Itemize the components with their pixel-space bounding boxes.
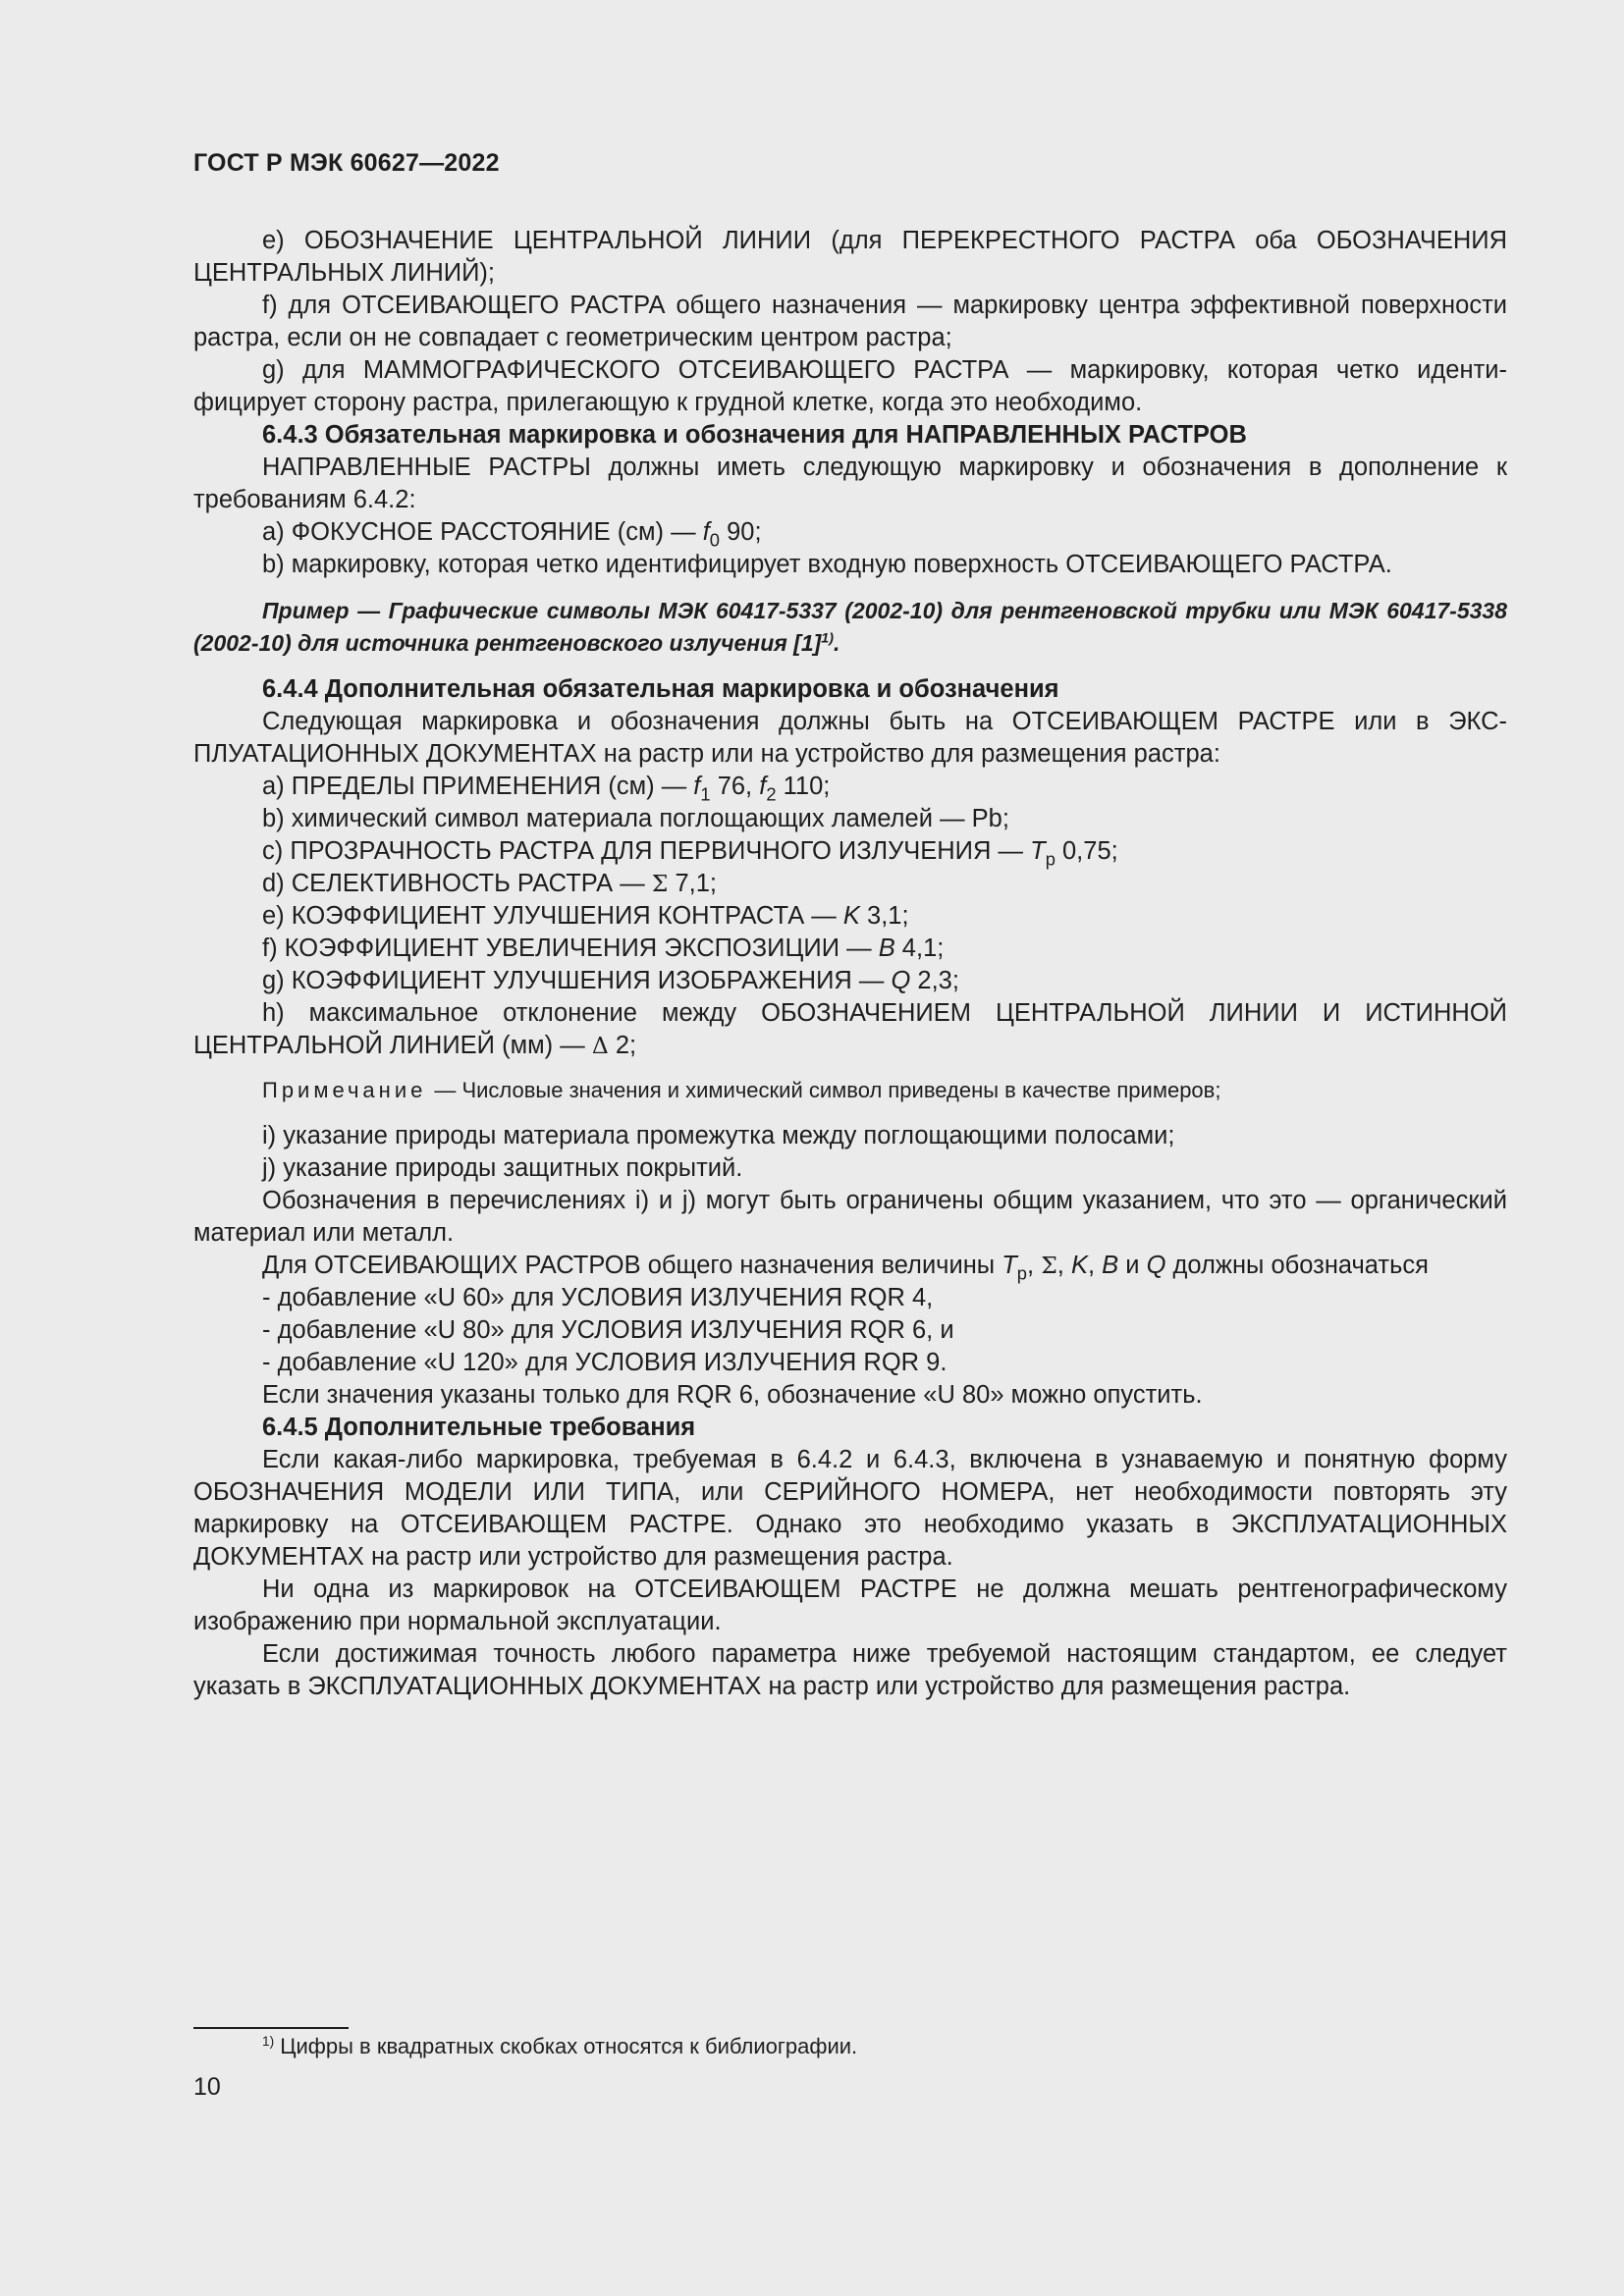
section-6-4-4-item-b: b) химический символ материала поглощающих ламелей — Pb; <box>262 805 1009 832</box>
section-6-4-4-paragraph-3: Если значения указаны только для RQR 6, обозначение «U 80» можно опустить. <box>262 1381 1203 1409</box>
document-header: ГОСТ Р МЭК 60627—2022 <box>193 149 500 177</box>
footnote-text: Цифры в квадратных скобках относятся к библиографии. <box>274 2034 858 2058</box>
note-label: Примечание <box>262 1078 427 1102</box>
section-6-4-5-paragraph-2: Ни одна из маркировок на ОТСЕИВАЮЩЕМ РАСТРЕ не должна мешать рентгенографическому изображению при нормальной эксплуатации. <box>193 1575 1507 1635</box>
footnote <box>262 2032 857 2061</box>
section-heading-6-4-5: 6.4.5 Дополнительные требования <box>262 1414 696 1441</box>
list-item-f-continued: f) для ОТСЕИВАЮЩЕГО РАСТРА общего назначения — маркировку центра эффективной поверхности растра, если он не совпадает с геометрическим центром растра; <box>193 292 1507 351</box>
section-6-4-5-paragraph-1: Если какая-либо маркировка, требуемая в 6.4.2 и 6.4.3, включена в узнаваемую и понятную форму ОБОЗНАЧЕНИЯ МОДЕЛИ ИЛИ ТИПА, или СЕРИЙНОГО НОМЕРА, нет необходимости повторять эту маркировку на ОТСЕИВАЮЩЕМ РАСТРЕ. Однако это необходимо указать в ЭКСПЛУАТАЦИОННЫХ ДОКУМЕНТАХ на растр или устройство для размещения растра. <box>193 1446 1507 1571</box>
section-6-4-3-item-b: b) маркировку, которая четко идентифицирует входную поверхность ОТСЕИВАЮЩЕГО РАСТРА. <box>262 551 1392 578</box>
note: Примечание — Числовые значения и химический символ приведены в качестве примеров; <box>262 1078 1221 1102</box>
section-6-4-4-intro: Следующая маркировка и обозначения должны быть на ОТСЕИВАЮЩЕМ РАСТРЕ или в ЭКСПЛУАТАЦИОННЫХ ДОКУМЕНТАХ на растр или на устройство для размещения растра: <box>193 708 1507 768</box>
section-6-4-5-paragraph-3: Если достижимая точность любого параметра ниже требуемой настоящим стандартом, ее следует указать в ЭКСПЛУАТАЦИОННЫХ ДОКУМЕНТАХ на растр или устройство для размещения растра. <box>193 1640 1507 1700</box>
dash-item-u60: - добавление «U 60» для УСЛОВИЯ ИЗЛУЧЕНИЯ RQR 4, <box>262 1284 934 1311</box>
section-6-4-4-item-g: g) КОЭФФИЦИЕНТ УЛУЧШЕНИЯ ИЗОБРАЖЕНИЯ — Q 2,3; <box>262 967 959 994</box>
section-6-4-4-paragraph-2: Для ОТСЕИВАЮЩИХ РАСТРОВ общего назначения величины $T_p$, Σ, K, B и Q должны обозначаться <box>262 1252 1429 1284</box>
section-6-4-4-item-i: i) указание природы материала промежутка между поглощающими полосами; <box>262 1122 1175 1149</box>
section-6-4-4-item-e: e) КОЭФФИЦИЕНТ УЛУЧШЕНИЯ КОНТРАСТА — K 3,1; <box>262 902 909 930</box>
section-heading-6-4-3: 6.4.3 Обязательная маркировка и обозначения для НАПРАВЛЕННЫХ РАСТРОВ <box>262 421 1247 449</box>
section-6-4-4-item-j: j) указание природы защитных покрытий. <box>262 1154 743 1182</box>
section-6-4-4-paragraph-1: Обозначения в перечислениях i) и j) могут быть ограничены общим указанием, что это — органический материал или металл. <box>193 1187 1507 1247</box>
document-body <box>193 225 1507 1703</box>
footnote-mark: 1) <box>262 2033 275 2049</box>
footnote-separator <box>193 2027 349 2029</box>
section-6-4-3-intro: НАПРАВЛЕННЫЕ РАСТРЫ должны иметь следующую маркировку и обозначения в дополнение к требованиям 6.4.2: <box>193 454 1507 513</box>
list-item-g-continued: g) для МАММОГРАФИЧЕСКОГО ОТСЕИВАЮЩЕГО РАСТРА — маркировку, которая четко идентифицирует сторону растра, прилегающую к грудной клетке, когда это необходимо. <box>193 356 1507 416</box>
dash-item-u120: - добавление «U 120» для УСЛОВИЯ ИЗЛУЧЕНИЯ RQR 9. <box>262 1349 947 1376</box>
section-6-4-4-item-d: d) СЕЛЕКТИВНОСТЬ РАСТРА — Σ 7,1; <box>262 870 718 897</box>
section-6-4-4-item-h: h) максимальное отклонение между ОБОЗНАЧЕНИЕМ ЦЕНТРАЛЬНОЙ ЛИНИИ И ИСТИННОЙ ЦЕНТРАЛЬНОЙ ЛИНИЕЙ (мм) — Δ 2; <box>193 999 1507 1059</box>
example-note: Пример — Графические символы МЭК 60417-5337 (2002-10) для рентгеновской трубки или МЭК 60417-5338 (2002-10) для источника рентгеновского излучения $[1]^{1)}$. <box>193 598 1507 656</box>
section-6-4-4-item-c: c) ПРОЗРАЧНОСТЬ РАСТРА ДЛЯ ПЕРВИЧНОГО ИЗЛУЧЕНИЯ — $T_p$ 0,75; <box>262 837 1118 870</box>
section-6-4-3-item-a: a) ФОКУСНОЕ РАССТОЯНИЕ (см) — $f_0$ 90; <box>262 518 762 551</box>
dash-item-u80: - добавление «U 80» для УСЛОВИЯ ИЗЛУЧЕНИЯ RQR 6, и <box>262 1316 954 1344</box>
page-number: 10 <box>193 2073 221 2101</box>
section-heading-6-4-4: 6.4.4 Дополнительная обязательная маркировка и обозначения <box>262 675 1059 703</box>
section-6-4-4-item-f: f) КОЭФФИЦИЕНТ УВЕЛИЧЕНИЯ ЭКСПОЗИЦИИ — B 4,1; <box>262 934 945 962</box>
list-item-e-continued: e) ОБОЗНАЧЕНИЕ ЦЕНТРАЛЬНОЙ ЛИНИИ (для ПЕРЕКРЕСТНОГО РАСТРА оба ОБОЗНАЧЕНИЯ ЦЕНТРАЛЬНЫХ ЛИНИЙ); <box>193 227 1507 287</box>
section-6-4-4-item-a: a) ПРЕДЕЛЫ ПРИМЕНЕНИЯ (см) — $f_1$ 76, $f_2$ 110; <box>262 773 831 805</box>
